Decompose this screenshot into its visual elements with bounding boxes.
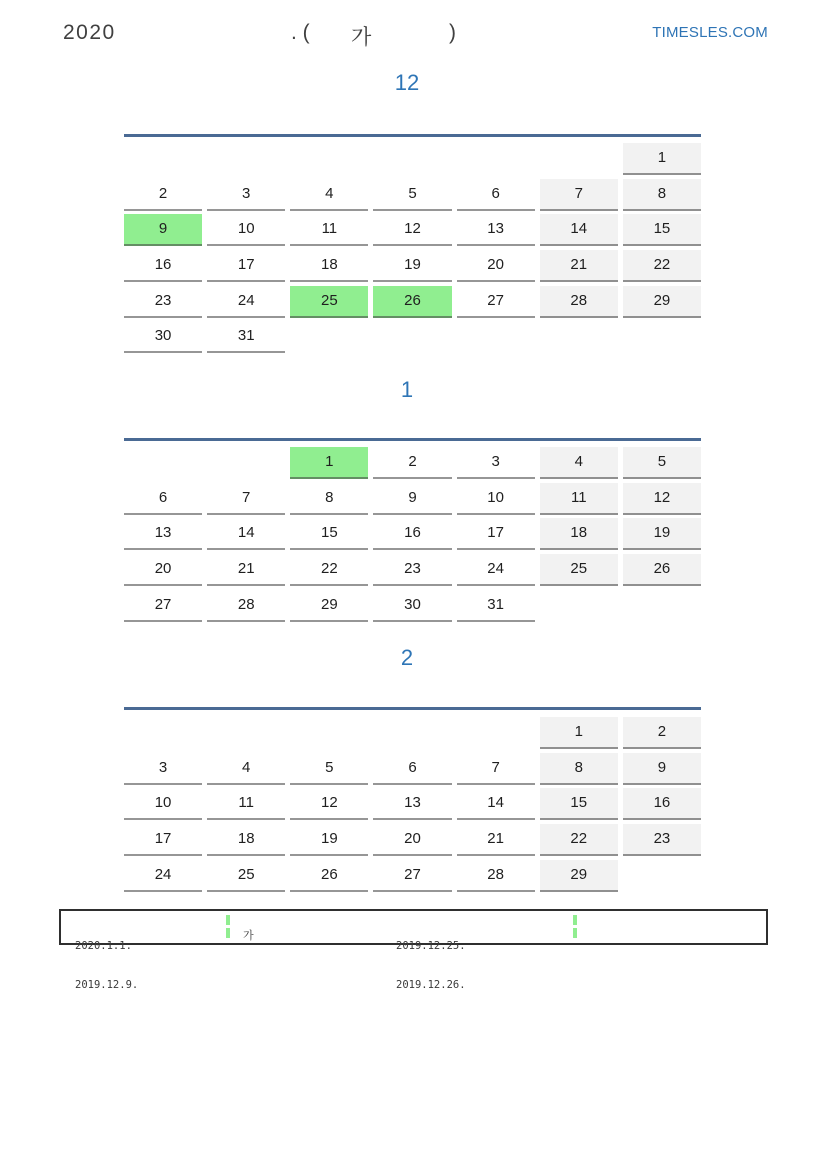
day-cell: 15 [290, 518, 368, 550]
day-cell: 24 [457, 554, 535, 586]
day-cell: 17 [457, 518, 535, 550]
day-cell: 6 [124, 483, 202, 515]
empty-cell [290, 717, 368, 747]
day-cell: 23 [124, 286, 202, 318]
empty-cell [373, 717, 451, 747]
empty-cell [540, 143, 618, 173]
day-cell: 9 [623, 753, 701, 785]
day-cell: 14 [457, 788, 535, 820]
month-divider-line [124, 707, 701, 710]
empty-cell [540, 321, 618, 351]
day-cell: 7 [207, 483, 285, 515]
title-fragment-ga: 가 [351, 26, 372, 49]
day-cell: 25 [540, 554, 618, 586]
day-cell: 18 [540, 518, 618, 550]
day-cell: 15 [540, 788, 618, 820]
day-cell: 3 [457, 447, 535, 479]
day-cell: 11 [207, 788, 285, 820]
day-cell: 8 [623, 179, 701, 211]
day-cell: 14 [540, 214, 618, 246]
month-title-december: 12 [394, 70, 420, 95]
empty-cell [623, 860, 701, 890]
day-cell: 21 [207, 554, 285, 586]
empty-cell [457, 143, 535, 173]
day-cell: 10 [457, 483, 535, 515]
empty-cell [207, 143, 285, 173]
empty-cell [124, 717, 202, 747]
month-grid-january [124, 447, 701, 622]
empty-cell [207, 717, 285, 747]
day-cell: 4 [290, 179, 368, 211]
day-cell: 28 [457, 860, 535, 892]
day-cell: 12 [373, 214, 451, 246]
day-cell: 16 [124, 250, 202, 282]
day-cell: 11 [290, 214, 368, 246]
day-cell: 12 [290, 788, 368, 820]
legend-markers [573, 915, 577, 941]
day-cell: 23 [373, 554, 451, 586]
day-cell: 28 [207, 590, 285, 622]
day-cell: 31 [207, 321, 285, 353]
holiday-day-cell: 25 [290, 286, 368, 318]
day-cell: 26 [623, 554, 701, 586]
day-cell: 5 [373, 179, 451, 211]
day-cell: 22 [623, 250, 701, 282]
day-cell: 1 [540, 717, 618, 749]
day-cell: 27 [373, 860, 451, 892]
day-cell: 20 [124, 554, 202, 586]
empty-cell [623, 321, 701, 351]
empty-cell [207, 447, 285, 477]
month-title-january: 1 [400, 377, 414, 402]
day-cell: 29 [540, 860, 618, 892]
legend-date: 2020.1.1. [75, 940, 132, 952]
day-cell: 27 [124, 590, 202, 622]
empty-cell [540, 590, 618, 620]
legend-date: 2019.12.25. [396, 940, 466, 952]
empty-cell [290, 321, 368, 351]
day-cell: 26 [290, 860, 368, 892]
month-grid-december [124, 143, 701, 353]
day-cell: 10 [124, 788, 202, 820]
day-cell: 30 [124, 321, 202, 353]
day-cell: 16 [623, 788, 701, 820]
holiday-marker-icon [573, 928, 577, 938]
legend-dates [75, 914, 138, 1018]
day-cell: 19 [373, 250, 451, 282]
day-cell: 17 [124, 824, 202, 856]
day-cell: 3 [124, 753, 202, 785]
day-cell: 29 [290, 590, 368, 622]
legend-date: 2019.12.9. [75, 979, 139, 991]
legend-markers [226, 915, 230, 941]
day-cell: 16 [373, 518, 451, 550]
day-cell: 4 [540, 447, 618, 479]
holiday-day-cell: 26 [373, 286, 451, 318]
year-label: 2020 [63, 21, 116, 44]
day-cell: 14 [207, 518, 285, 550]
empty-cell [124, 447, 202, 477]
legend-date: 2019.12.26. [396, 979, 466, 991]
day-cell: 2 [623, 717, 701, 749]
title-fragment-open: . ( [291, 21, 310, 44]
day-cell: 30 [373, 590, 451, 622]
day-cell: 13 [124, 518, 202, 550]
holiday-marker-icon [226, 915, 230, 925]
day-cell: 18 [290, 250, 368, 282]
month-divider-line [124, 438, 701, 441]
day-cell: 21 [540, 250, 618, 282]
day-cell: 10 [207, 214, 285, 246]
day-cell: 7 [457, 753, 535, 785]
day-cell: 19 [290, 824, 368, 856]
holiday-marker-icon [573, 915, 577, 925]
day-cell: 28 [540, 286, 618, 318]
day-cell: 8 [290, 483, 368, 515]
day-cell: 31 [457, 590, 535, 622]
holiday-marker-icon [226, 928, 230, 938]
day-cell: 5 [290, 753, 368, 785]
day-cell: 27 [457, 286, 535, 318]
day-cell: 11 [540, 483, 618, 515]
day-cell: 13 [457, 214, 535, 246]
day-cell: 4 [207, 753, 285, 785]
legend-box [59, 909, 768, 991]
day-cell: 2 [124, 179, 202, 211]
day-cell: 20 [457, 250, 535, 282]
month-grid-february [124, 717, 701, 892]
month-divider-line [124, 134, 701, 137]
day-cell: 2 [373, 447, 451, 479]
empty-cell [457, 321, 535, 351]
day-cell: 22 [540, 824, 618, 856]
day-cell: 29 [623, 286, 701, 318]
day-cell: 15 [623, 214, 701, 246]
day-cell: 12 [623, 483, 701, 515]
legend-label: 가 [243, 930, 254, 942]
empty-cell [124, 143, 202, 173]
day-cell: 1 [623, 143, 701, 175]
day-cell: 13 [373, 788, 451, 820]
day-cell: 24 [207, 286, 285, 318]
holiday-day-cell: 1 [290, 447, 368, 479]
day-cell: 8 [540, 753, 618, 785]
day-cell: 6 [457, 179, 535, 211]
empty-cell [373, 143, 451, 173]
day-cell: 9 [373, 483, 451, 515]
day-cell: 21 [457, 824, 535, 856]
day-cell: 7 [540, 179, 618, 211]
legend-dates [396, 914, 466, 1018]
day-cell: 19 [623, 518, 701, 550]
empty-cell [457, 717, 535, 747]
month-title-february: 2 [400, 645, 414, 670]
day-cell: 23 [623, 824, 701, 856]
timesles-logo-link[interactable]: TIMESLES.COM [652, 24, 768, 41]
day-cell: 22 [290, 554, 368, 586]
day-cell: 5 [623, 447, 701, 479]
day-cell: 3 [207, 179, 285, 211]
empty-cell [373, 321, 451, 351]
empty-cell [623, 590, 701, 620]
day-cell: 20 [373, 824, 451, 856]
empty-cell [290, 143, 368, 173]
day-cell: 17 [207, 250, 285, 282]
day-cell: 18 [207, 824, 285, 856]
day-cell: 6 [373, 753, 451, 785]
day-cell: 25 [207, 860, 285, 892]
title-fragment-close: ) [449, 21, 456, 44]
day-cell: 24 [124, 860, 202, 892]
holiday-day-cell: 9 [124, 214, 202, 246]
